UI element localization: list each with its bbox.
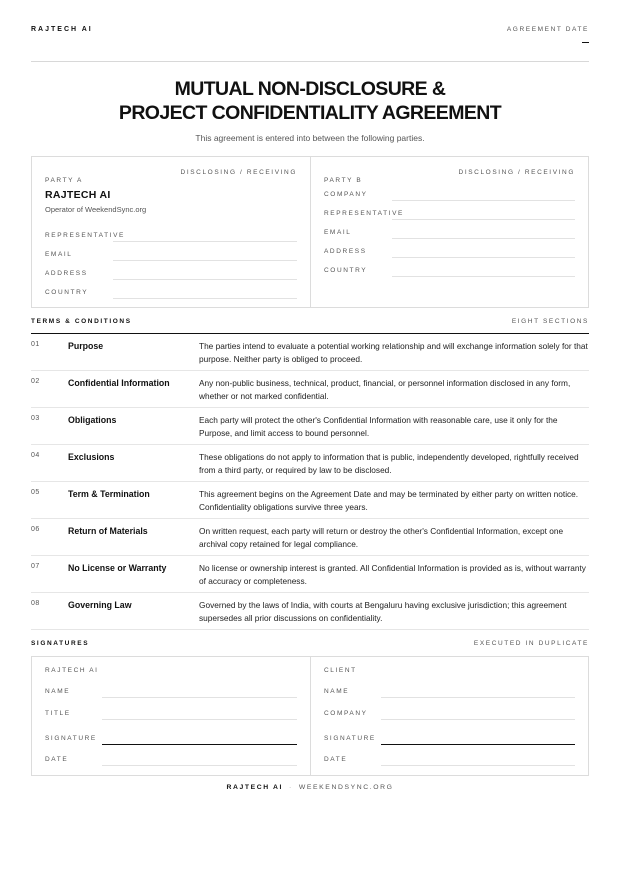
client-name-field[interactable]: [324, 688, 575, 700]
brand-name: RAJTECH AI: [31, 26, 93, 33]
terms-heading: TERMS & CONDITIONS: [31, 318, 132, 325]
party-b-address-label: ADDRESS: [324, 248, 367, 255]
party-a-label: PARTY A: [45, 177, 83, 184]
party-a-panel: [32, 157, 311, 307]
agreement-date-value[interactable]: [582, 42, 589, 43]
term-number: 07: [31, 563, 40, 570]
party-a-email-input-line[interactable]: [113, 260, 297, 261]
term-title: Confidential Information: [68, 378, 170, 388]
term-number: 01: [31, 341, 40, 348]
term-title: Exclusions: [68, 452, 115, 462]
client-company-input-line[interactable]: [381, 719, 575, 720]
term-title: Obligations: [68, 415, 117, 425]
term-body: Governed by the laws of India, with courts at Bengaluru having exclusive jurisdiction; this agreement supersedes all prior discussions on confidentiality.: [199, 600, 567, 623]
rajtech-name-input-line[interactable]: [102, 697, 297, 698]
terms-count: EIGHT SECTIONS: [511, 318, 589, 325]
client-company-label: COMPANY: [324, 710, 368, 717]
parties-box: [31, 156, 589, 308]
party-a-country-input-line[interactable]: [113, 298, 297, 299]
client-company-field[interactable]: [324, 710, 575, 722]
rajtech-date-label: DATE: [45, 756, 69, 763]
party-b-company-field[interactable]: [324, 191, 575, 203]
signatures-note: EXECUTED IN DUPLICATE: [473, 640, 589, 647]
rajtech-name-field[interactable]: [45, 688, 297, 700]
signatures-box: [31, 656, 589, 776]
party-b-representative-field[interactable]: [324, 210, 575, 222]
rajtech-name-label: NAME: [45, 688, 71, 695]
term-body: On written request, each party will return or destroy the other's Confidential Information, except one archival copy retained for legal compliance.: [199, 526, 564, 549]
signature-rajtech-label: RAJTECH AI: [45, 667, 99, 674]
signatures-header: [31, 640, 589, 650]
party-a-role: DISCLOSING / RECEIVING: [180, 169, 297, 176]
client-name-input-line[interactable]: [381, 697, 575, 698]
party-a-email-label: EMAIL: [45, 251, 73, 258]
client-date-field[interactable]: [324, 756, 575, 768]
party-a-representative-input-line[interactable]: [113, 241, 297, 242]
party-b-country-label: COUNTRY: [324, 267, 368, 274]
party-a-description: Operator of WeekendSync.org: [45, 205, 147, 214]
rajtech-signature-label: SIGNATURE: [45, 735, 97, 742]
term-body: This agreement begins on the Agreement Date and may be terminated by either party on written notice. Confidentiality obligations survive three years.: [199, 489, 579, 512]
party-b-address-field[interactable]: [324, 248, 575, 260]
terms-list: [31, 334, 589, 630]
party-b-representative-label: REPRESENTATIVE: [324, 210, 404, 217]
term-row: [31, 334, 589, 371]
term-row: [31, 556, 589, 593]
term-body: Any non-public business, technical, product, financial, or personnel information disclosed in any form, whether or not marked confidential.: [199, 378, 571, 401]
party-a-address-input-line[interactable]: [113, 279, 297, 280]
party-b-email-field[interactable]: [324, 229, 575, 241]
term-row: [31, 445, 589, 482]
client-name-label: NAME: [324, 688, 350, 695]
client-date-input-line[interactable]: [381, 765, 575, 766]
term-number: 02: [31, 378, 40, 385]
term-row: [31, 408, 589, 445]
rajtech-title-field[interactable]: [45, 710, 297, 722]
party-b-representative-input-line[interactable]: [392, 219, 575, 220]
party-b-company-input-line[interactable]: [392, 200, 575, 201]
term-body: These obligations do not apply to information that is public, independently developed, rightfully received from a third party, or required by law to be disclosed.: [199, 452, 579, 475]
party-a-name: RAJTECH AI: [45, 189, 111, 201]
term-row: [31, 371, 589, 408]
term-title: Term & Termination: [68, 489, 150, 499]
party-b-address-input-line[interactable]: [392, 257, 575, 258]
party-a-representative-field[interactable]: [45, 232, 297, 244]
term-title: Return of Materials: [68, 526, 148, 536]
agreement-date-label: AGREEMENT DATE: [506, 26, 589, 33]
party-b-company-label: COMPANY: [324, 191, 368, 198]
party-a-address-field[interactable]: [45, 270, 297, 282]
party-a-address-label: ADDRESS: [45, 270, 88, 277]
term-number: 05: [31, 489, 40, 496]
signature-panel-rajtech: [32, 657, 311, 775]
rajtech-signature-field[interactable]: [45, 735, 297, 747]
term-row: [31, 519, 589, 556]
term-body: The parties intend to evaluate a potential working relationship and will exchange information solely for that purpose. Neither party is obliged to proceed.: [199, 341, 588, 364]
rajtech-title-input-line[interactable]: [102, 719, 297, 720]
client-signature-label: SIGNATURE: [324, 735, 376, 742]
term-title: Governing Law: [68, 600, 132, 610]
party-b-country-input-line[interactable]: [392, 276, 575, 277]
client-signature-field[interactable]: [324, 735, 575, 747]
party-a-representative-label: REPRESENTATIVE: [45, 232, 125, 239]
rajtech-date-field[interactable]: [45, 756, 297, 768]
term-number: 06: [31, 526, 40, 533]
title-line-1: MUTUAL NON-DISCLOSURE &: [174, 78, 446, 100]
term-title: Purpose: [68, 341, 104, 351]
party-b-panel: [311, 157, 588, 307]
document-title: [0, 77, 620, 125]
term-body: Each party will protect the other's Confidential Information with reasonable care, use it only for the Purpose, and limit access to bound personnel.: [199, 415, 558, 438]
footer: [0, 784, 620, 791]
rajtech-signature-input-line[interactable]: [102, 744, 297, 745]
party-b-email-input-line[interactable]: [392, 238, 575, 239]
term-number: 03: [31, 415, 40, 422]
client-signature-input-line[interactable]: [381, 744, 575, 745]
term-row: [31, 593, 589, 630]
signature-client-label: CLIENT: [324, 667, 357, 674]
client-date-label: DATE: [324, 756, 348, 763]
header-divider: [31, 61, 589, 62]
party-b-email-label: EMAIL: [324, 229, 352, 236]
footer-url: WEEKENDSYNC.ORG: [298, 784, 394, 791]
footer-brand: RAJTECH AI: [226, 784, 284, 791]
footer-separator: ·: [289, 784, 293, 791]
rajtech-title-label: TITLE: [45, 710, 71, 717]
party-b-role: DISCLOSING / RECEIVING: [458, 169, 575, 176]
party-a-country-field[interactable]: [45, 289, 297, 301]
party-b-country-field[interactable]: [324, 267, 575, 279]
terms-header: [31, 318, 589, 328]
signatures-heading: SIGNATURES: [31, 640, 90, 647]
document-subtitle: This agreement is entered into between the following parties.: [195, 133, 425, 143]
term-body: No license or ownership interest is granted. All Confidential Information is provided as is, without warranty of accuracy or completeness.: [199, 563, 586, 586]
title-line-2: PROJECT CONFIDENTIALITY AGREEMENT: [118, 102, 502, 124]
term-title: No License or Warranty: [68, 563, 167, 573]
term-row: [31, 482, 589, 519]
rajtech-date-input-line[interactable]: [102, 765, 297, 766]
term-number: 04: [31, 452, 40, 459]
party-a-country-label: COUNTRY: [45, 289, 89, 296]
signature-panel-client: [311, 657, 588, 775]
party-a-email-field[interactable]: [45, 251, 297, 263]
party-b-label: PARTY B: [324, 177, 363, 184]
term-number: 08: [31, 600, 40, 607]
